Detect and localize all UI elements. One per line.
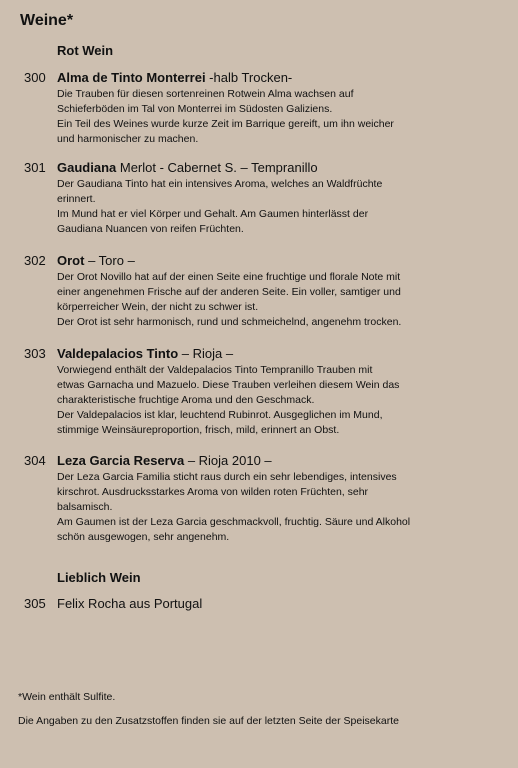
wine-origin: – Toro – — [84, 253, 135, 268]
description-line: etwas Garnacha und Mazuelo. Diese Trauben verleihen diesem Wein das — [57, 379, 400, 391]
page-title: Weine* — [20, 12, 74, 29]
wine-item-304 — [24, 452, 504, 545]
section-heading-rot-wein: Rot Wein — [57, 43, 114, 58]
description-line: Im Mund hat er viel Körper und Gehalt. Am Gaumen hinterlässt der — [57, 208, 369, 220]
wine-name: Felix Rocha aus Portugal — [57, 596, 203, 611]
wine-item-301 — [24, 159, 504, 237]
section-heading-lieblich-wein: Lieblich Wein — [57, 570, 141, 585]
wine-description — [57, 470, 504, 545]
description-line: einer angenehmen Frische auf der anderen Seite. Ein voller, samtiger und — [57, 286, 401, 298]
wine-origin: – Rioja – — [178, 346, 234, 361]
description-line: Gaudiana Nuancen von reifen Früchten. — [57, 223, 244, 235]
description-line: Der Gaudiana Tinto hat ein intensives Aroma, welches an Waldfrüchte — [57, 178, 383, 190]
wine-item-305 — [24, 595, 504, 613]
description-line: kirschrot. Ausdrucksstarkes Aroma von wilden roten Früchten, sehr — [57, 486, 369, 498]
wine-description — [57, 270, 504, 330]
wine-description — [57, 87, 504, 147]
wine-name: Valdepalacios Tinto — [57, 346, 179, 361]
wine-name: Alma de Tinto Monterrei — [57, 70, 206, 85]
description-line: Die Trauben für diesen sortenreinen Rotwein Alma wachsen auf — [57, 88, 354, 100]
description-line: Vorwiegend enthält der Valdepalacios Tinto Tempranillo Trauben mit — [57, 364, 373, 376]
wine-item-303 — [24, 345, 504, 438]
wine-origin: Merlot - Cabernet S. – Tempranillo — [116, 160, 318, 175]
wine-description — [57, 177, 504, 237]
description-line: stimmige Weinsäureproportion, frisch, mild, erinnert an Obst. — [57, 424, 340, 436]
wine-item-300 — [24, 69, 504, 147]
footnote-additives: Die Angaben zu den Zusatzstoffen finden sie auf der letzten Seite der Speisekarte — [18, 715, 399, 727]
description-line: Schieferböden im Tal von Monterrei im Südosten Galiziens. — [57, 103, 333, 115]
wine-origin: – Rioja 2010 – — [184, 453, 272, 468]
wine-number: 303 — [24, 346, 46, 361]
wine-number: 304 — [24, 453, 46, 468]
description-line: Der Valdepalacios ist klar, leuchtend Rubinrot. Ausgeglichen im Mund, — [57, 409, 383, 421]
wine-header — [24, 69, 504, 87]
description-line: Der Orot ist sehr harmonisch, rund und schmeichelnd, angenehm trocken. — [57, 316, 402, 328]
description-line: schön ausgewogen, sehr angenehm. — [57, 531, 230, 543]
wine-header — [24, 452, 504, 470]
description-line: Der Orot Novillo hat auf der einen Seite eine fruchtige und florale Note mit — [57, 271, 401, 283]
wine-number: 302 — [24, 253, 46, 268]
wine-header — [24, 595, 504, 613]
wine-description — [57, 363, 504, 438]
wine-number: 305 — [24, 596, 46, 611]
wine-name: Gaudiana — [57, 160, 117, 175]
description-line: körperreicher Wein, der nicht zu schwer ist. — [57, 301, 259, 313]
description-line: Am Gaumen ist der Leza Garcia geschmackvoll, fruchtig. Säure und Alkohol — [57, 516, 411, 528]
wine-origin: -halb Trocken- — [205, 70, 293, 85]
wine-name: Leza Garcia Reserva — [57, 453, 185, 468]
description-line: balsamisch. — [57, 501, 113, 513]
wine-header — [24, 252, 504, 270]
description-line: und harmonischer zu machen. — [57, 133, 199, 145]
wine-number: 300 — [24, 70, 46, 85]
wine-header — [24, 159, 504, 177]
footnote-sulfite: *Wein enthält Sulfite. — [18, 691, 116, 703]
description-line: Der Leza Garcia Familia sticht raus durch ein sehr lebendiges, intensives — [57, 471, 397, 483]
description-line: charakteristische fruchtige Aroma und den Geschmack. — [57, 394, 315, 406]
description-line: Ein Teil des Weines wurde kurze Zeit im Barrique gereift, um ihn weicher — [57, 118, 394, 130]
wine-item-302 — [24, 252, 504, 330]
wine-name: Orot — [57, 253, 85, 268]
wine-header — [24, 345, 504, 363]
wine-number: 301 — [24, 160, 46, 175]
description-line: erinnert. — [57, 193, 96, 205]
